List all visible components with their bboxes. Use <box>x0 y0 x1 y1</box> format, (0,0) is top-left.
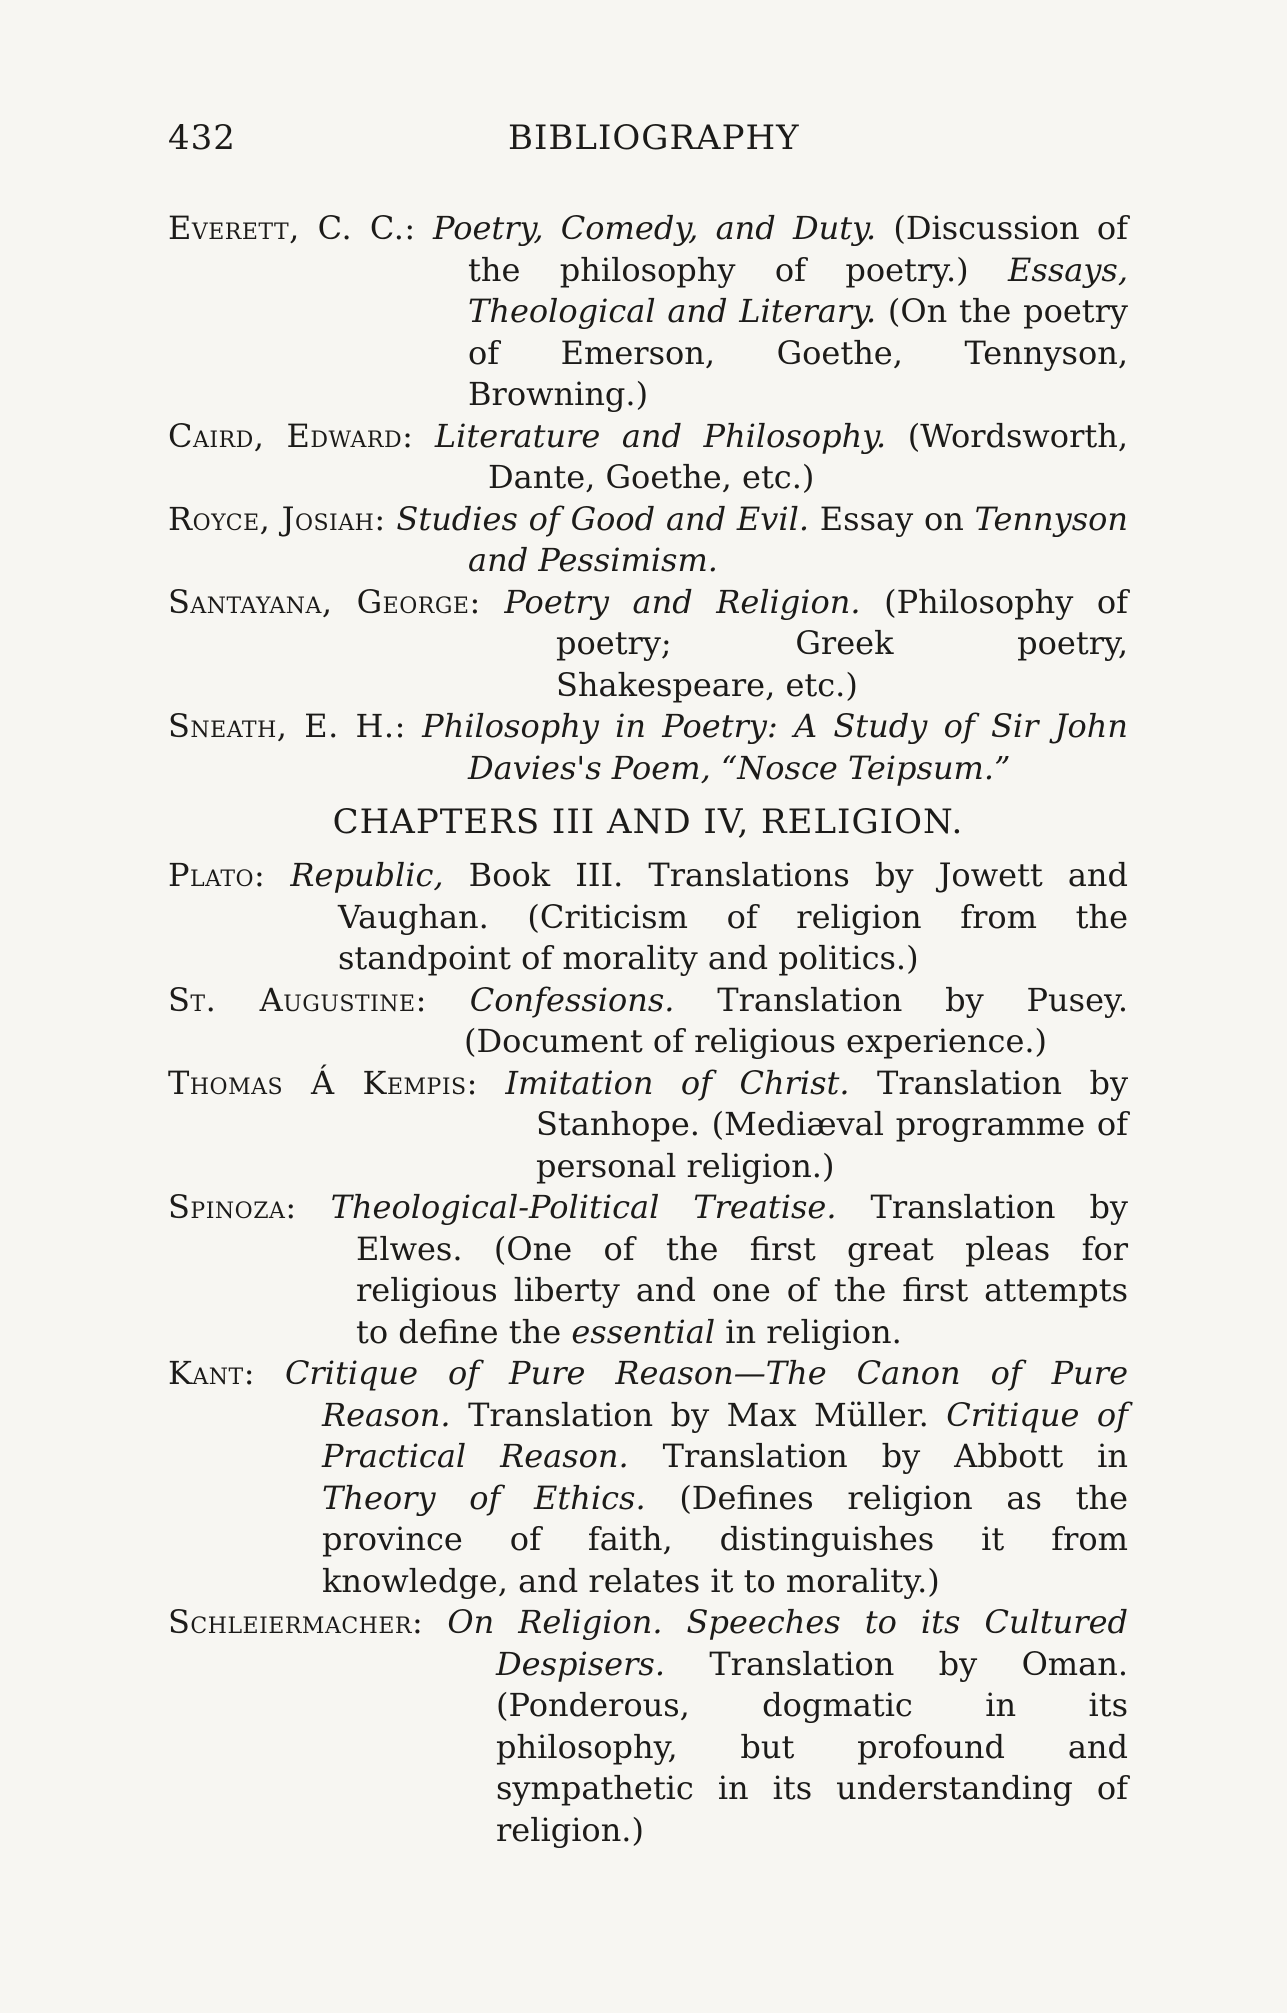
bibliography-entry <box>168 855 1128 980</box>
entry-text: (Philosophy of poetry; Greek poetry, Shakespeare, etc.) <box>556 582 1128 704</box>
page-number: 432 <box>168 118 236 158</box>
entry-title-italic: Philosophy in Poetry: A Study of Sir John Davies's Poem, “Nosce Teipsum.” <box>422 707 1129 787</box>
entry-text: Essay on <box>809 499 975 538</box>
entry-author: Thomas Á Kempis: <box>168 1063 478 1102</box>
entry-title-italic: Essays, Theological and Literary. <box>468 250 1128 330</box>
entry-author: Plato: <box>168 856 266 894</box>
running-header <box>168 118 1128 168</box>
bibliography-list-poetry <box>168 208 1128 789</box>
entry-author: Royce, Josiah: <box>168 499 386 538</box>
entry-title-italic: Imitation of Christ. <box>505 1063 850 1102</box>
entry-text: Translation by Oman. (Ponderous, dogmatic in its philosophy, but profound and sympathetic in its understanding of religion.) <box>496 1644 1128 1849</box>
entry-text: Translation by Pusey. (Document of religious experience.) <box>464 980 1129 1060</box>
section-heading: CHAPTERS III AND IV, RELIGION. <box>332 802 964 842</box>
entry-author: Kant: <box>168 1354 255 1392</box>
entry-author: Spinoza: <box>168 1188 297 1226</box>
bibliography-entry <box>168 1602 1128 1851</box>
entry-title-italic: Poetry, Comedy, and Duty. <box>432 209 877 247</box>
entry-title-italic: Critique of Pure Reason—The Canon of Pure Reason. <box>284 1354 1129 1434</box>
entry-text: (Wordsworth, Dante, Goethe, etc.) <box>488 416 1129 496</box>
entry-author: Santayana, George: <box>168 582 481 621</box>
bibliography-entry <box>168 706 1128 789</box>
entry-author: St. Augustine: <box>168 980 427 1019</box>
entry-text: Translation by Abbott in <box>628 1437 1128 1475</box>
entry-title-italic: Theory of Ethics. <box>322 1478 646 1517</box>
entry-title-italic: Theological-Political Treatise. <box>330 1188 837 1226</box>
entry-text: (On the poetry of Emerson, Goethe, Tennyson, Browning.) <box>468 292 1129 413</box>
entry-text: Translation by Max Müller. <box>450 1395 947 1434</box>
entry-title-italic: Studies of Good and Evil. <box>396 499 809 538</box>
entry-title-italic: Literature and Philosophy. <box>434 416 887 455</box>
bibliography-entry <box>168 582 1128 707</box>
bibliography-entry <box>168 1353 1128 1602</box>
entry-author: Sneath, E. H.: <box>168 707 406 745</box>
entry-title-italic: Tennyson and Pessimism. <box>468 499 1129 579</box>
entry-title-italic: essential <box>571 1312 716 1351</box>
entry-text: Book III. Translations by Jowett and Vaughan. (Criticism of religion from the standpoint of morality and politics.) <box>338 856 1129 977</box>
bibliography-entry <box>168 208 1128 416</box>
entry-text: Translation by Elwes. (One of the first great pleas for religious liberty and one of the first attempts to define the <box>356 1188 1128 1351</box>
bibliography-entry <box>168 1063 1128 1188</box>
entry-author: Caird, Edward: <box>168 416 414 455</box>
bibliography-entry <box>168 416 1128 499</box>
bibliography-entry <box>168 1187 1128 1353</box>
bibliography-entry <box>168 980 1128 1063</box>
entry-text: (Defines religion as the province of faith, distinguishes it from knowledge, and relates it to morality.) <box>322 1478 1129 1600</box>
entry-title-italic: On Religion. Speeches to its Cultured Despisers. <box>447 1603 1129 1683</box>
entry-title-italic: Republic, <box>290 856 444 894</box>
entry-author: Everett, C. C.: <box>168 209 416 247</box>
bibliography-list-religion <box>168 855 1128 1851</box>
entry-author: Schleiermacher: <box>168 1603 424 1641</box>
entry-title-italic: Critique of Practical Reason. <box>322 1395 1129 1475</box>
entry-text: (Discussion of the philosophy of poetry.) <box>468 209 1129 289</box>
entry-title-italic: Confessions. <box>469 980 675 1019</box>
entry-text: Translation by Stanhope. (Mediæval programme of personal religion.) <box>536 1063 1129 1185</box>
running-title: BIBLIOGRAPHY <box>508 118 800 158</box>
bibliography-entry <box>168 499 1128 582</box>
entry-text: in religion. <box>715 1312 902 1351</box>
entry-title-italic: Poetry and Religion. <box>504 582 861 621</box>
